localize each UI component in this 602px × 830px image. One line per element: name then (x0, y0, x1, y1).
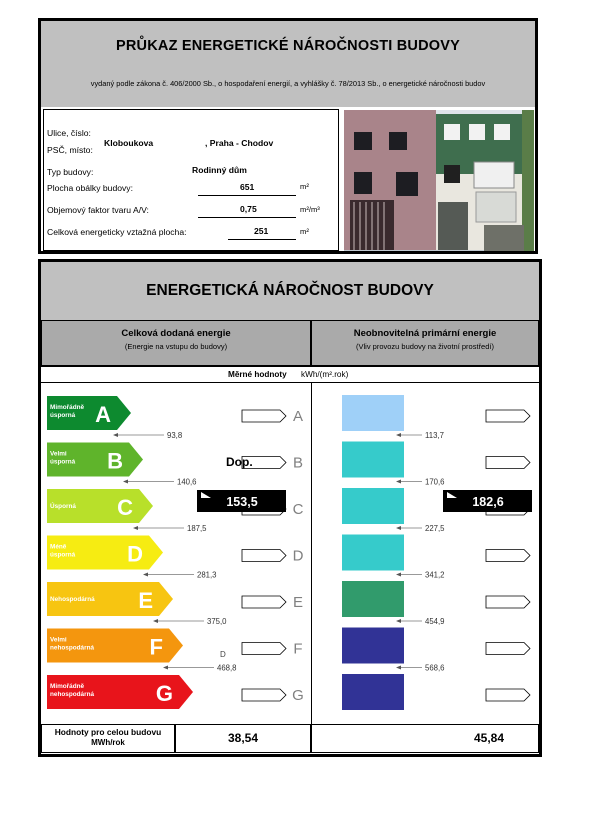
type-value: Rodinný dům (192, 165, 247, 175)
right-threshold-value: 113,7 (425, 431, 444, 440)
right-pointer-e (486, 596, 530, 608)
area-label: Plocha obálky budovy: (47, 183, 133, 193)
type-label: Typ budovy: (47, 167, 94, 177)
delivered-energy-title: Celková dodaná energie (121, 328, 231, 339)
primary-bar-b (342, 442, 404, 478)
energy-title: ENERGETICKÁ NÁROČNOST BUDOVY (146, 282, 434, 299)
left-threshold-arrow (143, 573, 148, 577)
right-threshold-value: 170,6 (425, 477, 445, 487)
left-pointer-d (242, 550, 286, 562)
left-threshold-value: 140,6 (177, 477, 197, 487)
right-threshold-arrow (396, 526, 401, 530)
totals-right-cell (311, 724, 539, 753)
row-letter-c: C (292, 501, 304, 518)
primary-bar-a (342, 395, 404, 431)
city-label: PSČ, místo: (47, 145, 93, 155)
primary-bar-f (342, 628, 404, 664)
certificate-subtitle: vydaný podle zákona č. 406/2000 Sb., o hospodaření energií, a vyhlášky č. 78/2013 Sb., o energetické náročnosti budov (90, 79, 486, 88)
left-pointer-e (242, 596, 286, 608)
class-letter-f: F (149, 634, 163, 660)
class-letter-b: B (107, 448, 123, 474)
class-label-g: Mimořádně (50, 683, 85, 690)
right-threshold-arrow (396, 666, 401, 670)
right-threshold-value: 227,5 (425, 524, 445, 533)
class-label-b: Velmi (50, 450, 67, 458)
left-pointer-g (242, 689, 286, 701)
totals-right-value: 45,84 (474, 731, 505, 745)
class-label-d: Méně (50, 543, 67, 551)
area-value: 651 (240, 182, 255, 192)
totals-unit: MWh/rok (91, 738, 125, 747)
right-threshold-arrow (396, 433, 401, 437)
right-pointer-g (486, 689, 530, 701)
class-letter-a: A (95, 402, 111, 427)
row-letter-d: D (292, 547, 304, 565)
right-threshold-arrow (396, 619, 401, 623)
floor-area-label: Celková energeticky vztažná plocha: (47, 227, 187, 237)
class-letter-g: G (155, 681, 173, 706)
units-value: kWh/(m².rok) (301, 370, 349, 379)
city-value: , Praha - Chodov (205, 138, 274, 148)
right-pointer-f (486, 643, 530, 655)
right-pointer-b (486, 457, 530, 469)
delivered-result-value: 153,5 (226, 495, 258, 509)
class-label-a: Mimořádně (50, 404, 85, 411)
class-letter-c: C (117, 495, 133, 520)
left-threshold-arrow (123, 480, 128, 484)
right-threshold-value: 341,2 (425, 570, 445, 580)
shape-factor-label: Objemový faktor tvaru A/V: (47, 205, 149, 215)
left-threshold-arrow (133, 526, 138, 530)
left-threshold-value: 281,3 (197, 570, 217, 580)
right-threshold-value: 454,9 (425, 617, 445, 626)
class-letter-d: D (127, 541, 143, 567)
dop-text: Dop. (226, 455, 253, 469)
primary-bar-c (342, 488, 404, 524)
class-label-line2-g: nehospodárná (50, 691, 95, 698)
left-threshold-value: 93,8 (167, 431, 183, 440)
left-threshold-value: 187,5 (187, 524, 207, 533)
primary-bar-d (342, 535, 404, 571)
left-threshold-arrow (163, 666, 168, 670)
delivered-energy-subtitle: (Energie na vstupu do budovy) (124, 342, 228, 351)
right-threshold-arrow (396, 480, 401, 484)
right-threshold-value: 568,6 (425, 663, 445, 673)
totals-label: Hodnoty pro celou budovu (54, 727, 162, 737)
stray-letter: D (220, 650, 226, 659)
class-label-line2-f: nehospodárná (50, 644, 95, 652)
primary-bar-g (342, 674, 404, 710)
area-unit: m² (300, 182, 309, 191)
shape-factor-unit: m²/m³ (300, 205, 320, 214)
class-label-f: Velmi (50, 636, 67, 644)
floor-area-value: 251 (254, 226, 269, 236)
row-letter-f: F (293, 640, 303, 658)
right-pointer-a (486, 410, 530, 422)
class-letter-e: E (138, 588, 153, 613)
left-threshold-value: 375,0 (207, 617, 227, 626)
primary-energy-title: Neobnovitelná primární energie (353, 328, 497, 339)
floor-area-unit: m² (300, 227, 309, 236)
left-threshold-arrow (153, 619, 158, 623)
right-pointer-d (486, 550, 530, 562)
row-letter-b: B (292, 454, 304, 472)
primary-result-value: 182,6 (472, 495, 504, 509)
class-label-line2-a: úsporná (50, 412, 76, 419)
row-letter-e: E (292, 594, 304, 611)
class-label-line2-d: úsporná (50, 551, 76, 559)
street-value: Kloboukova (104, 138, 154, 148)
primary-energy-subtitle: (Vliv provozu budovy na životní prostředí) (356, 342, 494, 351)
shape-factor-value: 0,75 (240, 204, 257, 214)
left-threshold-arrow (113, 433, 118, 437)
street-label: Ulice, číslo: (47, 128, 91, 138)
right-threshold-arrow (396, 573, 401, 577)
left-pointer-a (242, 410, 286, 422)
left-pointer-f (242, 643, 286, 655)
class-label-line2-b: úsporná (50, 458, 76, 466)
class-label-e: Nehospodárná (50, 596, 95, 603)
totals-left-value: 38,54 (228, 731, 259, 745)
row-letter-a: A (292, 408, 304, 425)
row-letter-g: G (292, 687, 304, 704)
certificate-title: PRŮKAZ ENERGETICKÉ NÁROČNOSTI BUDOVY (116, 38, 460, 54)
primary-bar-e (342, 581, 404, 617)
units-label: Měrné hodnoty (228, 370, 287, 379)
class-label-c: Úsporná (50, 503, 76, 510)
left-threshold-value: 468,8 (217, 663, 237, 673)
